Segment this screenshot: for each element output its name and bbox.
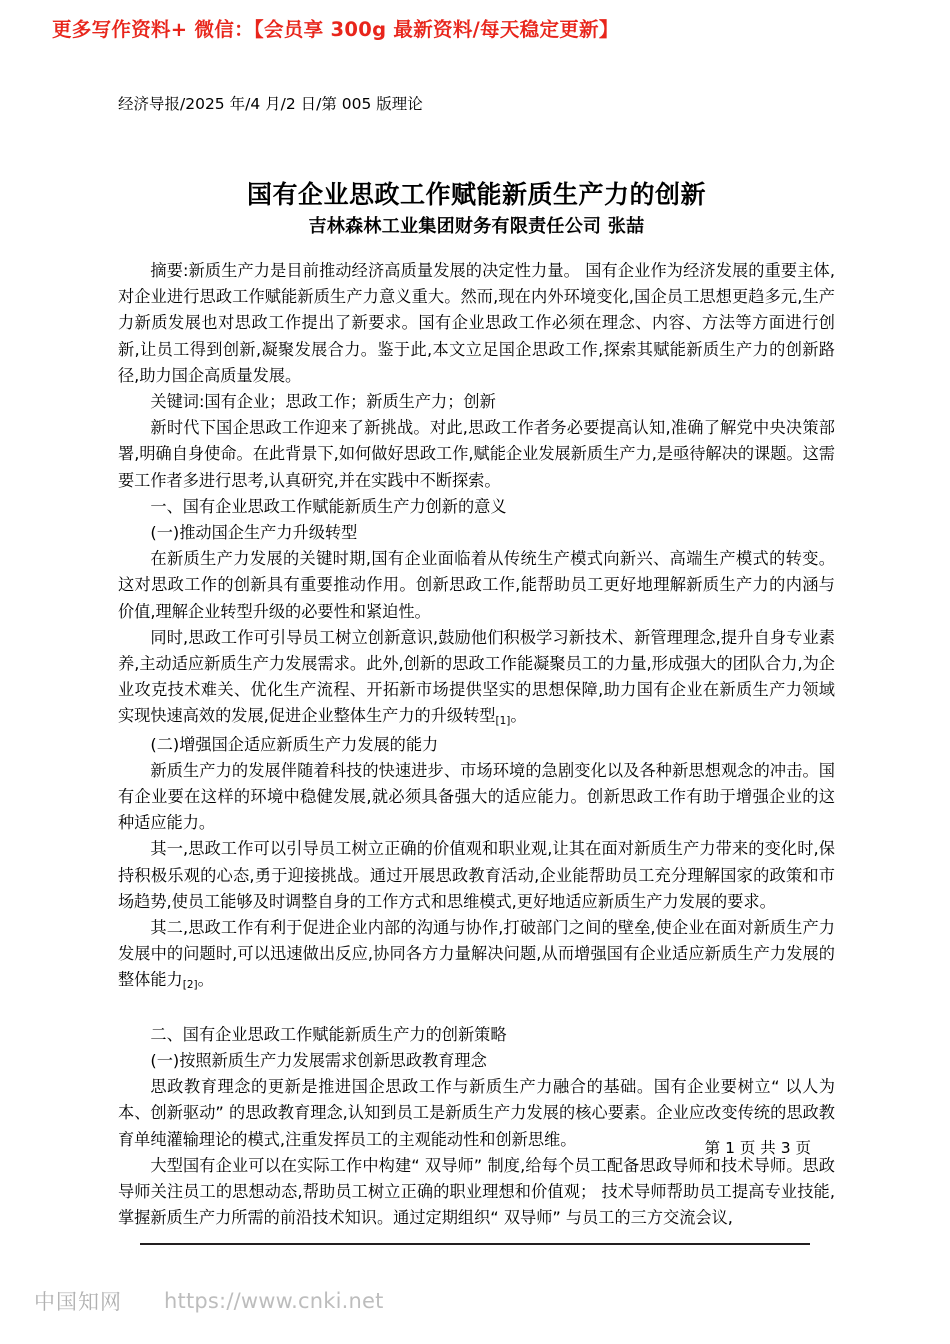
intro-paragraph: 新时代下国企思政工作迎来了新挑战。对此,思政工作者务必要提高认知,准确了解党中央决策部署,明确自身使命。在此背景下,如何做好思政工作,赋能企业发展新质生产力,是亟待解决的课题。这需要工作者多进行思考,认真研究,并在实践中不断探索。 [118, 418, 835, 490]
footer-divider [140, 1243, 810, 1245]
author-affiliation: 吉林森林工业集团财务有限责任公司 张喆 [308, 216, 645, 237]
page-number-footer: 第 1 页 共 3 页 [704, 1139, 811, 1157]
cnki-url-label: https://www.cnki.net [164, 1289, 384, 1313]
journal-citation: 经济导报/2025 年/4 月/2 日/第 005 版理论 [118, 95, 423, 113]
page-title: 国有企业思政工作赋能新质生产力的创新 [246, 179, 706, 209]
footnote-marker-2: [2] [182, 979, 198, 992]
section-1-sub-1-paragraph-2 [118, 625, 835, 732]
section-1-sub-1-heading: (一)推动国企生产力升级转型 [150, 523, 358, 543]
section-2-heading: 二、国有企业思政工作赋能新质生产力的创新策略 [150, 1024, 507, 1044]
footnote-marker-1: [1] [495, 715, 511, 728]
section-1-heading: 一、国有企业思政工作赋能新质生产力创新的意义 [150, 496, 507, 516]
promo-banner-text: 更多写作资料+ 微信：【会员享 300g 最新资料/每天稳定更新】 [52, 18, 619, 41]
section-1-sub-2-paragraph-3 [118, 915, 835, 996]
section-1-sub-2-paragraph-1: 新质生产力的发展伴随着科技的快速进步、市场环境的急剧变化以及各种新思想观念的冲击。国有企业要在这样的环境中稳健发展,就必须具备强大的适应能力。创新思政工作有助于增强企业的这种适应能力。 [118, 760, 835, 833]
section-2-sub-1-paragraph-2: 大型国有企业可以在实际工作中构建“ 双导师” 制度,给每个员工配备思政导师和技术导师。思政导师关注员工的思想动态,帮助员工树立正确的职业理想和价值观； 技术导师帮助员工提高专业技能,掌握新质生产力所需的前沿技术知识。通过定期组织“ 双导师” 与员工的三方交流会议, [118, 1155, 835, 1228]
keywords-paragraph: 关键词:国有企业；思政工作；新质生产力；创新 [150, 392, 496, 412]
paragraph-text: 其二,思政工作有利于促进企业内部的沟通与协作,打破部门之间的壁垒,使企业在面对新质生产力发展中的问题时,可以迅速做出反应,协同各方力量解决问题,从而增强国有企业适应新质生产力发展的整体能力 [118, 918, 835, 990]
article-body [118, 258, 835, 1231]
paragraph-text: 同时,思政工作可引导员工树立创新意识,鼓励他们积极学习新技术、新管理理念,提升自身专业素养,主动适应新质生产力发展需求。此外,创新的思政工作能凝聚员工的力量,形成强大的团队合力,为企业攻克技术难关、优化生产流程、开拓新市场提供坚实的思想保障,助力国有企业在新质生产力领域实现快速高效的发展,促进企业整体生产力的升级转型 [118, 627, 835, 726]
section-2-sub-1-heading: (一)按照新质生产力发展需求创新思政教育理念 [150, 1050, 487, 1070]
cnki-brand-label: 中国知网 [34, 1290, 122, 1314]
section-1-sub-1-paragraph-1: 在新质生产力发展的关键时期,国有企业面临着从传统生产模式向新兴、高端生产模式的转变。这对思政工作的创新具有重要推动作用。创新思政工作,能帮助员工更好地理解新质生产力的内涵与价值,理解企业转型升级的必要性和紧迫性。 [118, 549, 835, 621]
paragraph-tail: 。 [197, 970, 214, 990]
paragraph-tail: 。 [510, 706, 527, 726]
section-2-sub-1-paragraph-1: 思政教育理念的更新是推进国企思政工作与新质生产力融合的基础。国有企业要树立“ 以人为本、创新驱动” 的思政教育理念,认知到员工是新质生产力发展的核心要素。企业应改变传统的思政教育单纯灌输理论的模式,注重发挥员工的主观能动性和创新思维。 [118, 1077, 835, 1149]
abstract-paragraph: 摘要:新质生产力是目前推动经济高质量发展的决定性力量。 国有企业作为经济发展的重要主体,对企业进行思政工作赋能新质生产力意义重大。然而,现在内外环境变化,国企员工思想更趋多元,生产力新质发展也对思政工作提出了新要求。国有企业思政工作必须在理念、内容、方法等方面进行创新,让员工得到创新,凝聚发展合力。鉴于此,本文立足国企思政工作,探索其赋能新质生产力的创新路径,助力国企高质量发展。 [118, 261, 835, 385]
section-1-sub-2-paragraph-2: 其一,思政工作可以引导员工树立正确的价值观和职业观,让其在面对新质生产力带来的变化时,保持积极乐观的心态,勇于迎接挑战。通过开展思政教育活动,企业能帮助员工充分理解国家的政策和市场趋势,使员工能够及时调整自身的工作方式和思维模式,更好地适应新质生产力发展的要求。 [118, 839, 835, 911]
section-1-sub-2-heading: (二)增强国企适应新质生产力发展的能力 [150, 734, 439, 754]
cnki-watermark [34, 1286, 384, 1316]
